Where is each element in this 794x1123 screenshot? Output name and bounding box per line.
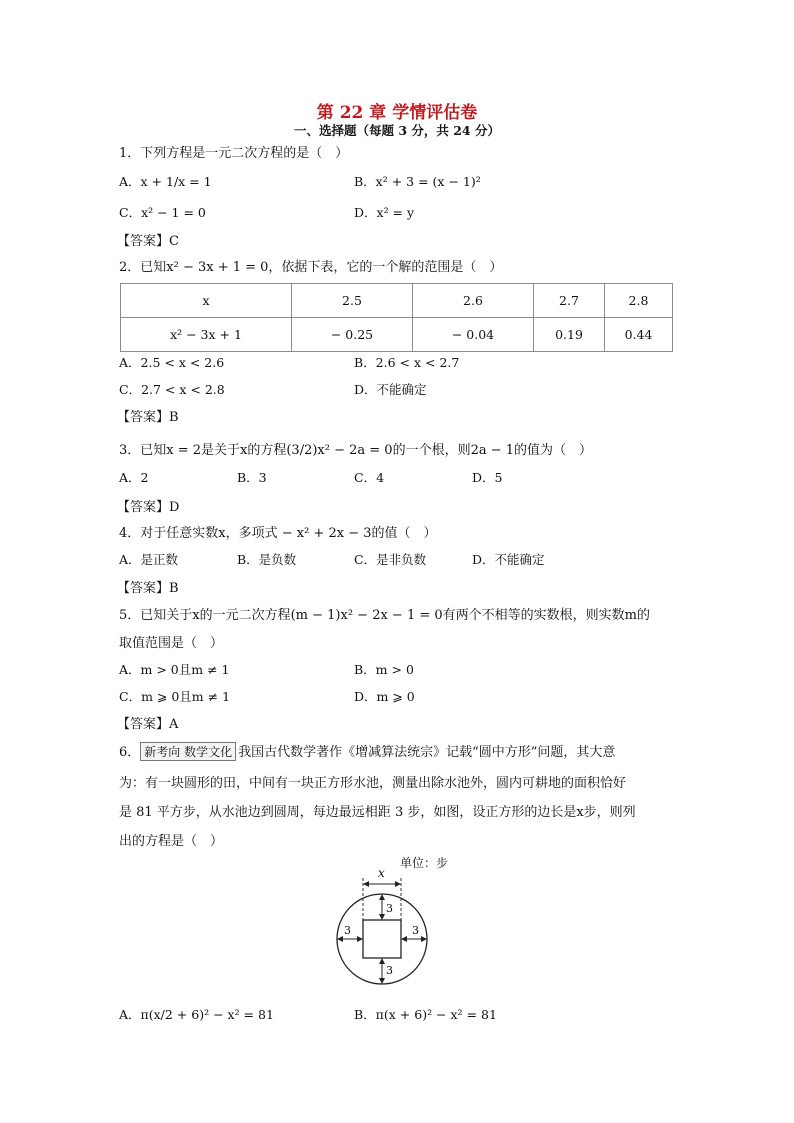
q1-option-d: D．x² = y: [354, 205, 415, 220]
q4-option-d: D．不能确定: [472, 552, 545, 567]
question-1-stem: 1．下列方程是一元二次方程的是（ ）: [119, 146, 349, 161]
q5-option-a: A．m > 0且m ≠ 1: [119, 662, 230, 677]
q1-answer: 【答案】C: [117, 234, 179, 249]
question-6-line-1: [119, 741, 615, 761]
q3-answer: 【答案】D: [117, 500, 180, 515]
question-6-line-2: 为：有一块圆形的田，中间有一块正方形水池，测量出除水池外，圆内可耕地的面积恰好: [119, 776, 627, 791]
q4-option-c: C．是非负数: [354, 552, 427, 567]
table-row: [121, 284, 673, 318]
q5-answer: 【答案】A: [117, 717, 179, 732]
section-heading: 一、选择题（每题 3 分，共 24 分）: [293, 123, 500, 138]
distance-label-right: 3: [412, 924, 419, 937]
unit-label: 单位：步: [400, 856, 449, 870]
distance-label-bottom: 3: [386, 964, 393, 977]
page-title: 第 22 章 学情评估卷: [316, 103, 478, 123]
q5-option-b: B．m > 0: [354, 662, 414, 677]
q4-option-a: A．是正数: [119, 552, 179, 567]
distance-label-left: 3: [344, 924, 351, 937]
circle-square-figure: [330, 850, 480, 1000]
table-cell: 0.19: [534, 318, 605, 352]
distance-label-top: 3: [386, 902, 393, 915]
q3-option-d: D．5: [472, 470, 503, 485]
q3-option-c: C．4: [354, 470, 385, 485]
new-trend-tag: 新考向 数学文化: [140, 742, 236, 761]
question-3-stem: 3．已知x = 2是关于x的方程(3/2)x² − 2a = 0的一个根，则2a − 1的值为（ ）: [119, 443, 593, 458]
q2-option-b: B．2.6 < x < 2.7: [354, 355, 460, 370]
table-cell: 2.5: [292, 284, 413, 318]
q6-option-a: A．π(x/2 + 6)² − x² = 81: [119, 1007, 274, 1022]
question-number: 6．: [119, 745, 141, 760]
q5-option-c: C．m ⩾ 0且m ≠ 1: [119, 689, 231, 704]
pond-square: [363, 920, 401, 958]
question-text: 我国古代数学著作《增减算法统宗》记载“圆中方形”问题，其大意: [238, 745, 616, 760]
table-cell: − 0.25: [292, 318, 413, 352]
q1-option-b: B．x² + 3 = (x − 1)²: [354, 174, 481, 189]
q5-option-d: D．m ⩾ 0: [354, 689, 415, 704]
table-cell: − 0.04: [413, 318, 534, 352]
q3-option-b: B．3: [237, 470, 267, 485]
question-5-stem-line-1: 5．已知关于x的一元二次方程(m − 1)x² − 2x − 1 = 0有两个不相等的实数根，则实数m的: [119, 608, 650, 623]
q2-option-c: C．2.7 < x < 2.8: [119, 382, 225, 397]
q1-option-c: C．x² − 1 = 0: [119, 205, 206, 220]
table-cell: 2.7: [534, 284, 605, 318]
q4-answer: 【答案】B: [117, 581, 179, 596]
q4-option-b: B．是负数: [237, 552, 297, 567]
question-2-stem: 2．已知x² − 3x + 1 = 0，依据下表，它的一个解的范围是（ ）: [119, 260, 503, 275]
question-4-stem: 4．对于任意实数x，多项式 − x² + 2x − 3的值（ ）: [119, 526, 437, 541]
question-5-stem-line-2: 取值范围是（ ）: [119, 636, 224, 651]
table-cell: x: [121, 284, 292, 318]
q2-option-a: A．2.5 < x < 2.6: [119, 355, 225, 370]
q3-option-a: A．2: [119, 470, 149, 485]
table-cell: 2.8: [605, 284, 673, 318]
question-6-line-4: 出的方程是（ ）: [119, 834, 224, 849]
q6-option-b: B．π(x + 6)² − x² = 81: [354, 1007, 497, 1022]
q1-option-a: A．x + 1/x = 1: [119, 174, 212, 189]
table-cell: x² − 3x + 1: [121, 318, 292, 352]
q2-answer: 【答案】B: [117, 410, 179, 425]
x-label: x: [378, 866, 385, 880]
values-table: [120, 283, 673, 352]
table-cell: 0.44: [605, 318, 673, 352]
q2-option-d: D．不能确定: [354, 382, 427, 397]
table-cell: 2.6: [413, 284, 534, 318]
question-6-line-3: 是 81 平方步，从水池边到圆周，每边最远相距 3 步，如图，设正方形的边长是x步，则列: [119, 805, 636, 820]
table-row: [121, 318, 673, 352]
